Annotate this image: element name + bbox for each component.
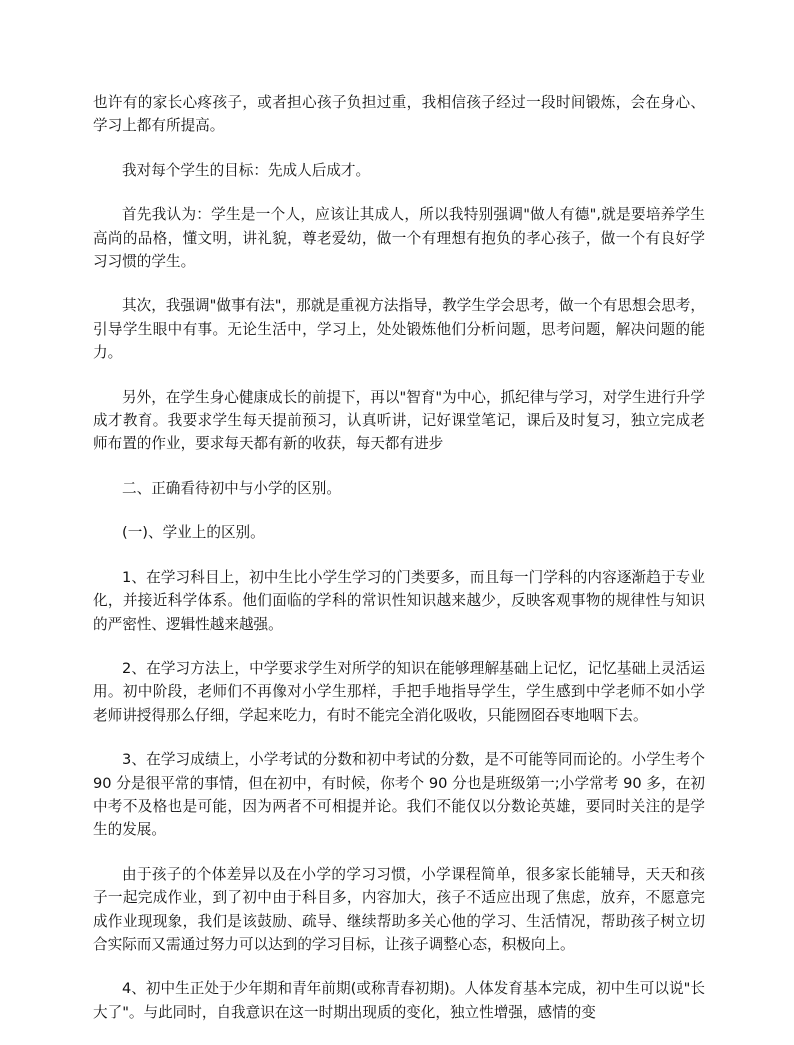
paragraph-item-1: 1、在学习科目上，初中生比小学生学习的门类要多，而且每一门学科的内容逐渐趋于专业化，并接近科学体系。他们面临的学科的常识性知识越来越少，反映客观事物的规律性与知识的严密性、逻辑性越来越强。 (93, 568, 705, 633)
section-heading-2: 二、正确看待初中与小学的区别。 (122, 479, 341, 497)
paragraph-item-3: 3、在学习成绩上，小学考试的分数和初中考试的分数，是不可能等同而论的。小学生考个 90 分是很平常的事情，但在初中，有时候，你考个 90 分也是班级第一;小学常考 90 多，在初中考不及格也是可能，因为两者不可相提并论。我们不能仅以分数论英雄，要同时关注的是学生的发展。 (93, 751, 705, 839)
paragraph-4: 其次，我强调"做事有法"，那就是重视方法指导，教学生学会思考，做一个有思想会思考，引导学生眼中有事。无论生活中，学习上，处处锻炼他们分析问题，思考问题，解决问题的能力。 (93, 297, 705, 362)
paragraph-2: 我对每个学生的目标：先成人后成才。 (122, 161, 371, 179)
paragraph-item-2: 2、在学习方法上，中学要求学生对所学的知识在能够理解基础上记忆，记忆基础上灵活运用。初中阶段，老师们不再像对小学生那样，手把手地指导学生，学生感到中学老师不如小学老师讲授得那么仔细，学起来吃力，有时不能完全消化吸收，只能囫囵吞枣地咽下去。 (93, 659, 705, 724)
document-page (93, 91, 705, 1045)
paragraph-5: 另外，在学生身心健康成长的前提下，再以"智育"为中心，抓纪律与学习，对学生进行升学成才教育。我要求学生每天提前预习，认真听讲，记好课堂笔记，课后及时复习，独立完成老师布置的作业，要求每天都有新的收获，每天都有进步 (93, 388, 705, 453)
paragraph-11: 由于孩子的个体差异以及在小学的学习习惯，小学课程简单，很多家长能辅导，天天和孩子一起完成作业，到了初中由于科目多，内容加大，孩子不适应出现了焦虑，放弃，不愿意完成作业现现象，我们是该鼓励、疏导、继续帮助多关心他的学习、生活情况，帮助孩子树立切合实际而又需通过努力可以达到的学习目标，让孩子调整心态，积极向上。 (93, 865, 705, 953)
paragraph-1: 也许有的家长心疼孩子，或者担心孩子负担过重，我相信孩子经过一段时间锻炼，会在身心、学习上都有所提高。 (93, 94, 705, 135)
paragraph-item-4: 4、初中生正处于少年期和青年前期(或称青春初期)。人体发育基本完成，初中生可以说"长大了"。与此同时，自我意识在这一时期出现质的变化，独立性增强，感情的变 (93, 980, 705, 1021)
subsection-heading-1: (一)、学业上的区别。 (122, 524, 265, 542)
paragraph-3: 首先我认为：学生是一个人，应该让其成人，所以我特别强调"做人有德",就是要培养学生高尚的品格，懂文明，讲礼貌，尊老爱幼，做一个有理想有抱负的孝心孩子，做一个有良好学习习惯的学生。 (93, 206, 705, 271)
